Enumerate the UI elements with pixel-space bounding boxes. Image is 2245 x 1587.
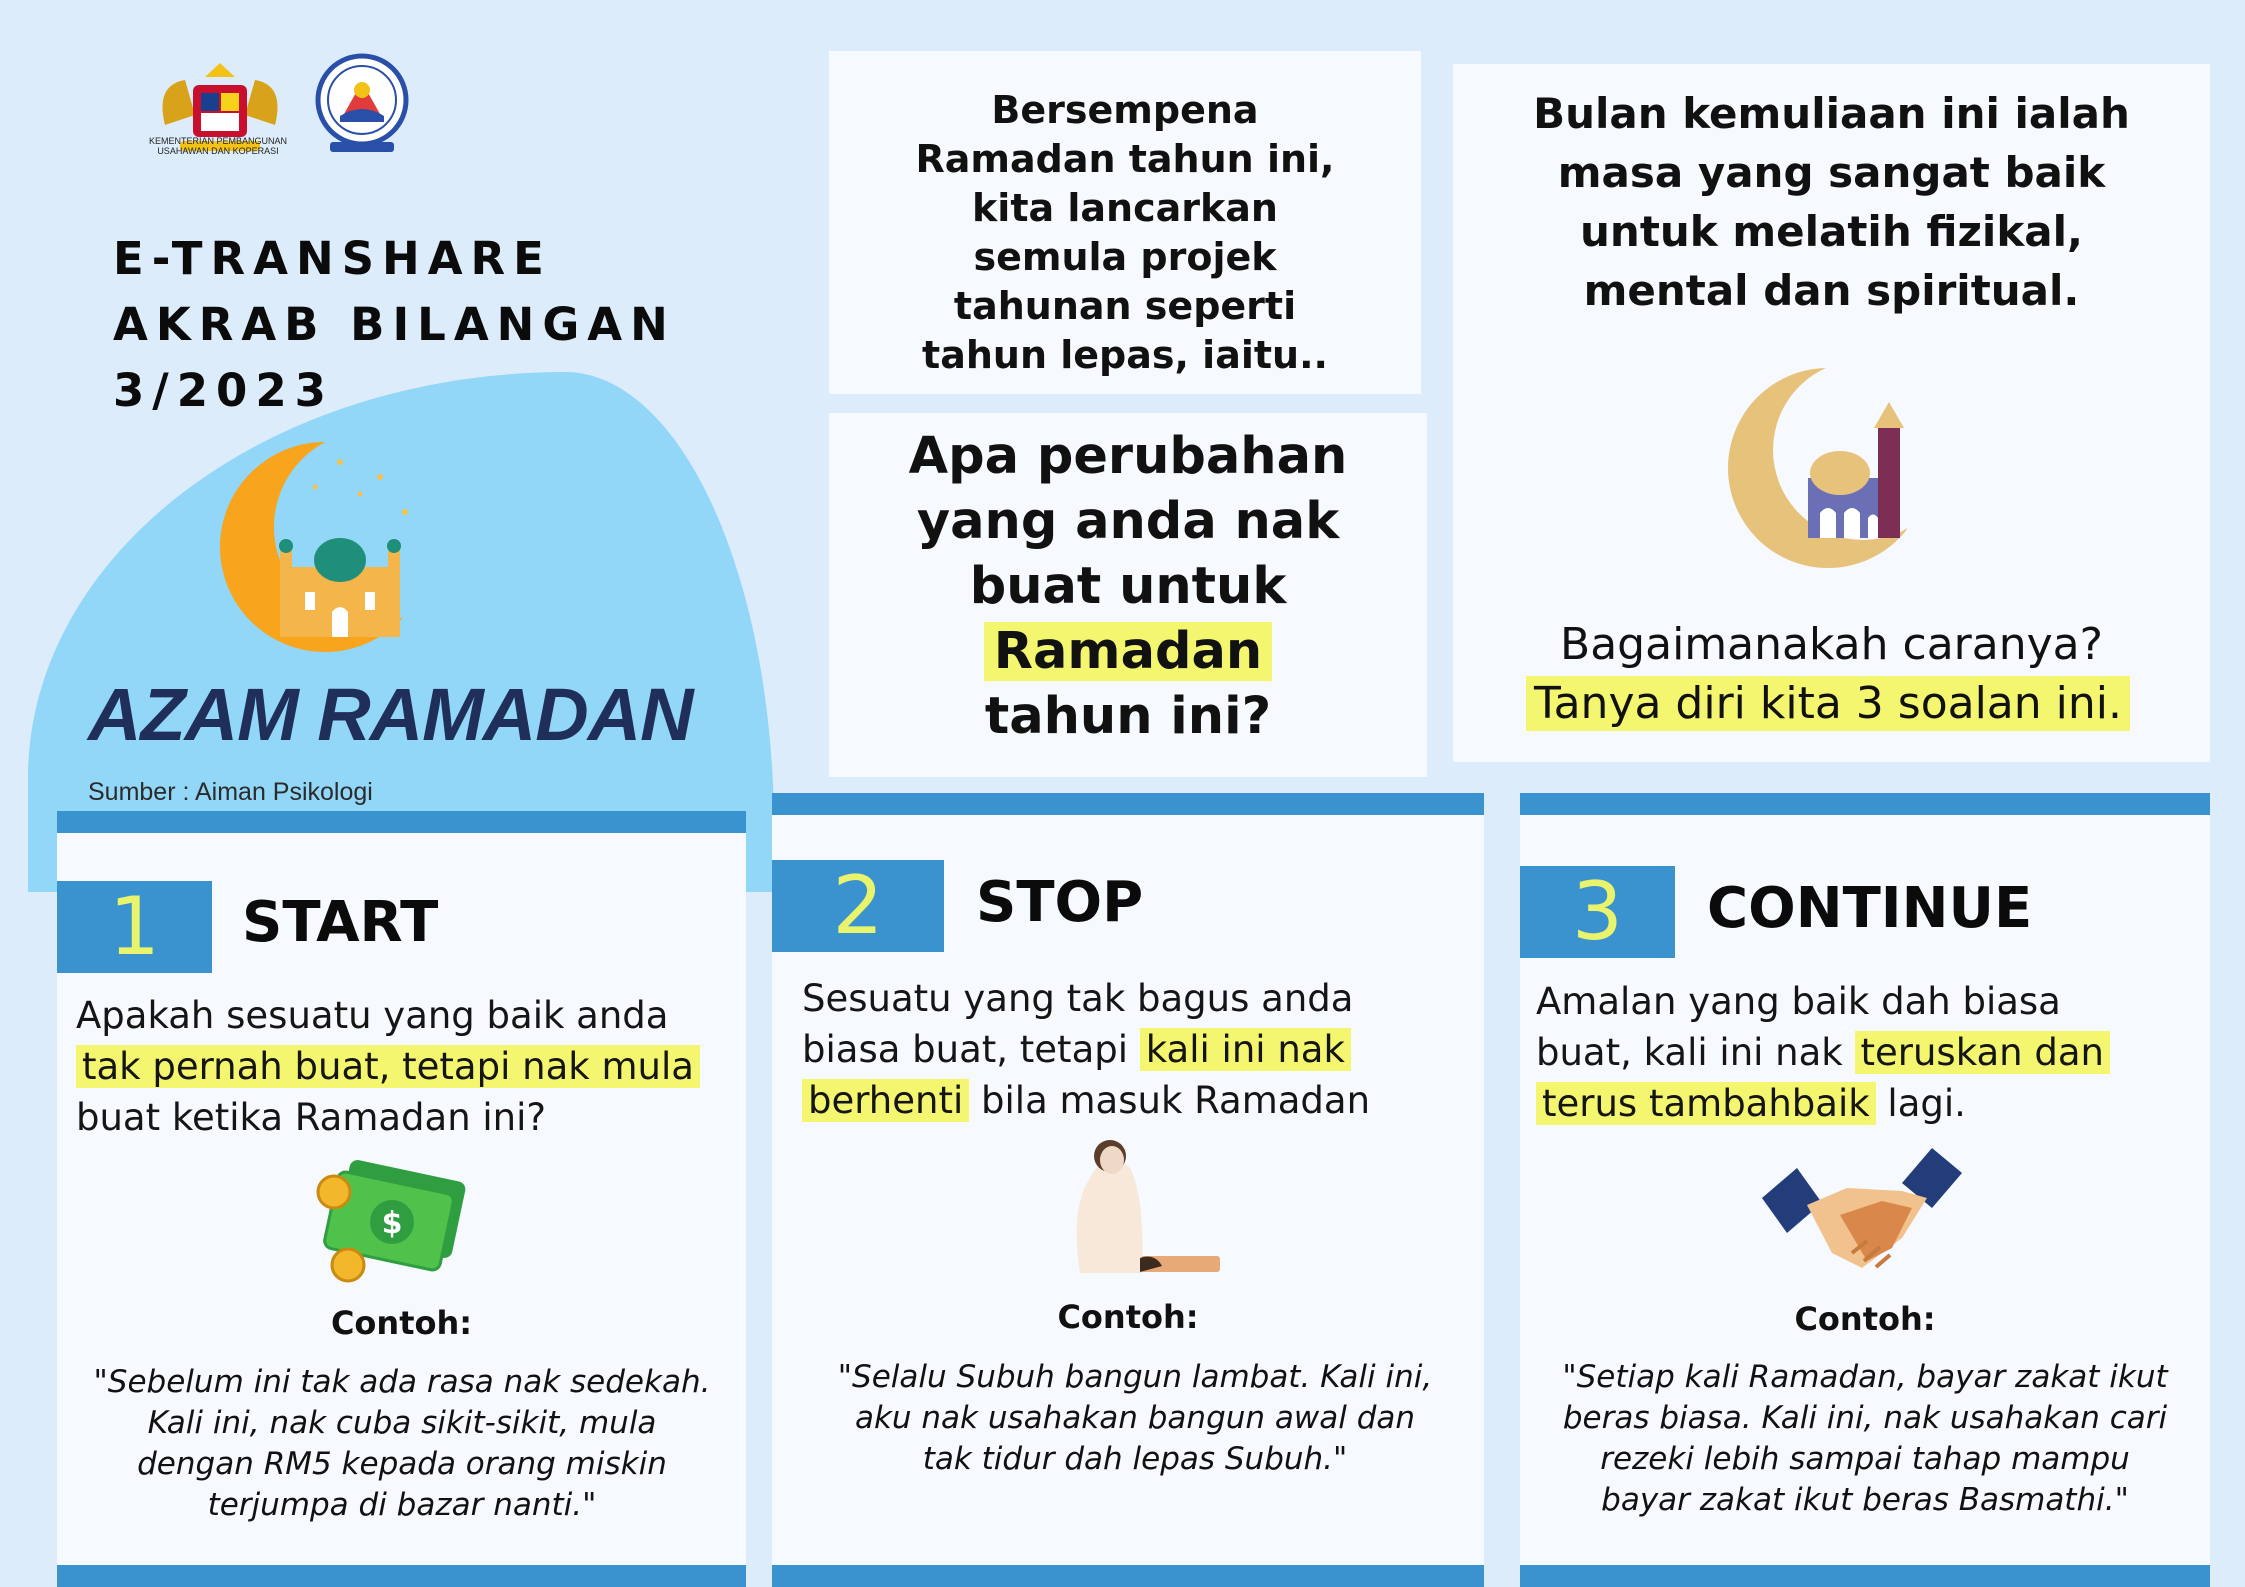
desc-line: Amalan yang baik dah biasa	[1536, 980, 2061, 1023]
praying-woman-icon	[1050, 1138, 1220, 1283]
panel-top-bar	[1520, 793, 2210, 815]
desc-highlight: berhenti	[802, 1079, 969, 1122]
intro-line: tahun lepas, iaitu..	[922, 333, 1328, 377]
quote-line: aku nak usahakan bangun awal dan	[854, 1400, 1416, 1436]
quote-line: tak tidur dah lepas Subuh."	[922, 1441, 1348, 1477]
azam-ramadan-heading: AZAM RAMADAN	[88, 673, 693, 756]
how-question: Bagaimanakah caranya?	[1560, 619, 2103, 670]
quote-line: terjumpa di bazar nanti."	[207, 1487, 597, 1523]
section-number-1: 1	[57, 881, 212, 973]
page-title	[113, 226, 713, 424]
example-label: Contoh:	[1057, 1298, 1199, 1336]
desc-highlight: terus tambahbaik	[1536, 1082, 1876, 1125]
quote-line: dengan RM5 kepada orang miskin	[137, 1446, 667, 1482]
example-label: Contoh:	[1794, 1300, 1936, 1338]
example-label: Contoh:	[330, 1304, 473, 1342]
stop-example-quote	[790, 1357, 1480, 1480]
question-highlight: Ramadan	[984, 622, 1272, 681]
section-number-3: 3	[1520, 866, 1675, 958]
start-example-quote	[62, 1362, 742, 1526]
intro-line: Ramadan tahun ini,	[915, 137, 1335, 181]
month-line: untuk melatih fizikal,	[1580, 207, 2083, 256]
quote-line: bayar zakat ikut beras Basmathi."	[1601, 1482, 2129, 1518]
panel-bottom-bar	[57, 1565, 746, 1587]
desc-highlight: teruskan dan	[1855, 1031, 2110, 1074]
title-line-3: 3/2023	[113, 364, 334, 417]
title-line-2: AKRAB BILANGAN	[113, 298, 676, 351]
svg-text:$: $	[381, 1206, 403, 1241]
panel-bottom-bar	[772, 1565, 1484, 1587]
quote-line: beras biasa. Kali ini, nak usahakan cari	[1562, 1400, 2168, 1436]
desc-line: lagi.	[1875, 1082, 1966, 1125]
intro-line: kita lancarkan	[972, 186, 1278, 230]
section-number-2: 2	[772, 860, 944, 952]
ask-yourself-highlight: Tanya diri kita 3 soalan ini.	[1526, 676, 2130, 731]
title-line-1: E-TRANSHARE	[113, 232, 552, 285]
desc-line: Apakah sesuatu yang baik anda	[76, 994, 669, 1037]
desc-line: buat, kali ini nak	[1536, 1031, 1855, 1074]
month-text	[1453, 84, 2210, 320]
quote-line: "Setiap kali Ramadan, bayar zakat ikut	[1562, 1359, 2168, 1395]
handshake-icon	[1752, 1143, 1972, 1293]
question-line: Apa perubahan	[908, 427, 1348, 486]
panel-bottom-bar	[1520, 1565, 2210, 1587]
desc-line: Sesuatu yang tak bagus anda	[802, 977, 1354, 1020]
question-line: yang anda nak	[916, 492, 1340, 551]
desc-line: bila masuk Ramadan	[969, 1079, 1371, 1122]
continue-example-quote	[1530, 1357, 2200, 1521]
stop-description	[802, 973, 1472, 1126]
start-heading: START	[242, 890, 439, 955]
quote-line: "Selalu Subuh bangun lambat. Kali ini,	[837, 1359, 1433, 1395]
source-credit: Sumber : Aiman Psikologi	[88, 778, 373, 806]
start-description	[76, 990, 736, 1143]
question-text	[829, 424, 1427, 749]
ministry-name: KEMENTERIAN PEMBANGUNAN USAHAWAN DAN KOPERASI	[148, 136, 288, 156]
crescent-mosque-icon	[1728, 368, 1938, 568]
month-line: masa yang sangat baik	[1557, 148, 2106, 197]
transhare-emblem-logo	[314, 52, 410, 156]
month-line: mental dan spiritual.	[1583, 266, 2080, 315]
question-line: buat untuk	[969, 557, 1287, 616]
stop-heading: STOP	[976, 870, 1144, 935]
desc-highlight: kali ini nak	[1140, 1028, 1351, 1071]
question-line: tahun ini?	[984, 687, 1272, 746]
intro-text	[829, 86, 1421, 380]
desc-line: biasa buat, tetapi	[802, 1028, 1140, 1071]
quote-line: rezeki lebih sampai tahap mampu	[1600, 1441, 2130, 1477]
money-icon	[312, 1160, 472, 1285]
desc-line: buat ketika Ramadan ini?	[76, 1096, 547, 1139]
month-line: Bulan kemuliaan ini ialah	[1533, 89, 2130, 138]
desc-highlight: tak pernah buat, tetapi nak mula	[76, 1045, 700, 1088]
intro-line: tahunan seperti	[953, 284, 1297, 328]
continue-heading: CONTINUE	[1707, 876, 2033, 941]
quote-line: "Sebelum ini tak ada rasa nak sedekah.	[93, 1364, 711, 1400]
intro-line: Bersempena	[991, 88, 1259, 132]
crescent-mosque-icon	[220, 432, 430, 662]
panel-top-bar	[57, 811, 746, 833]
intro-line: semula projek	[973, 235, 1277, 279]
quote-line: Kali ini, nak cuba sikit-sikit, mula	[147, 1405, 657, 1441]
continue-description	[1536, 976, 2206, 1129]
panel-top-bar	[772, 793, 1484, 815]
